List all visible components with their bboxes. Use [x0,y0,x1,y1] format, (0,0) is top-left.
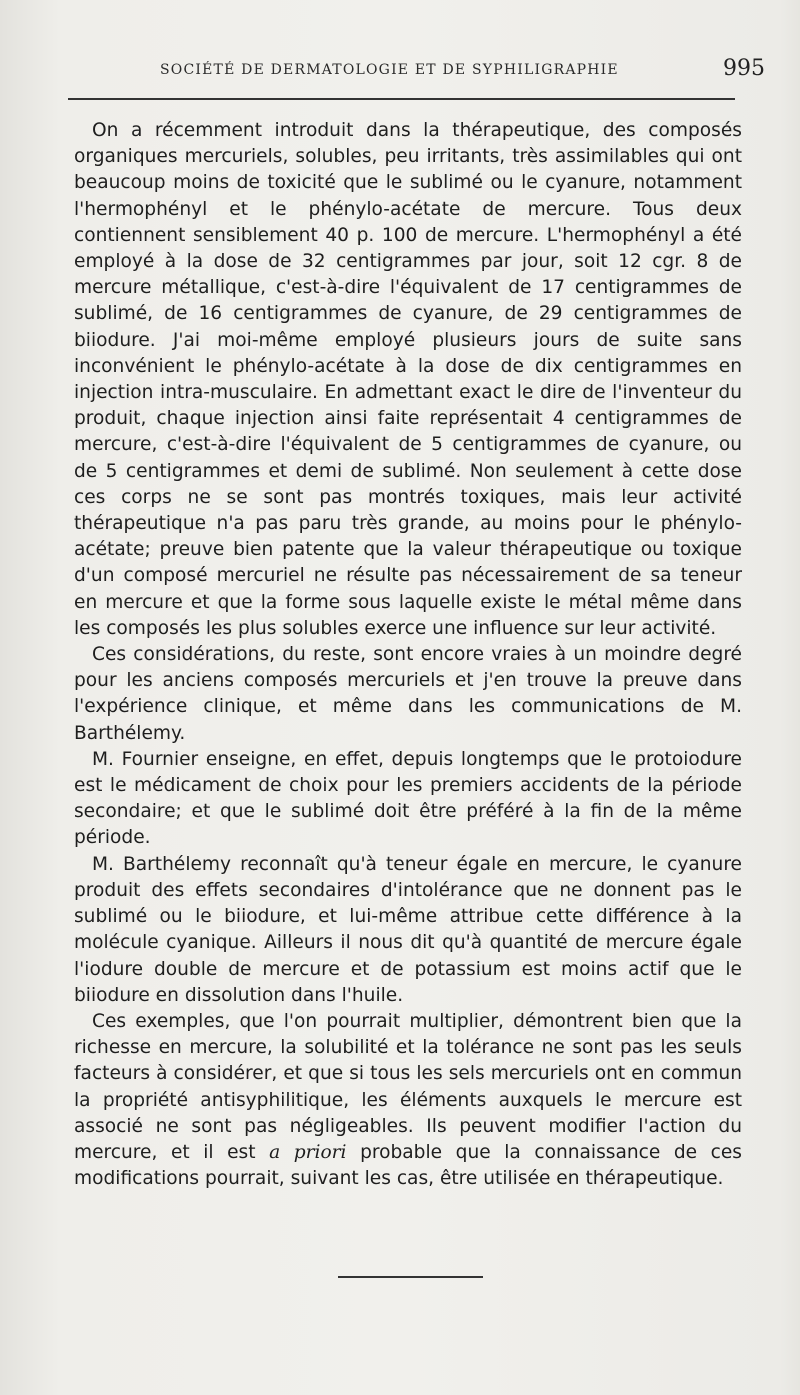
paragraph-5-start: Ces exemples, que l'on pourrait multiplier, démontrent bien que la richesse en mercure, la solubilité et la tolérance ne sont pas les seuls facteurs à considérer, et que si tous les sels mercuriels ont en commun la propriété antisyphilitique, les éléments auxquels le mercure est associé ne sont pas négligeables. Ils peuvent modifier l'action du mercure, et il est [74,1010,742,1163]
paragraph-5 [74,1009,742,1192]
body-text [74,118,742,1192]
running-title: SOCIÉTÉ DE DERMATOLOGIE ET DE SYPHILIGRAPHIE [160,62,619,78]
paragraph-1: On a récemment introduit dans la thérapeutique, des composés organiques mercuriels, solubles, peu irritants, très assimilables qui ont beaucoup moins de toxicité que le sublimé ou le cyanure, notamment l'hermophényl et le phénylo-acétate de mercure. Tous deux contiennent sensiblement 40 p. 100 de mercure. L'hermophényl a été employé à la dose de 32 centigrammes par jour, soit 12 cgr. 8 de mercure métallique, c'est-à-dire l'équivalent de 17 centigrammes de sublimé, de 16 centigrammes de cyanure, de 29 centigrammes de biiodure. J'ai moi-même employé plusieurs jours de suite sans inconvénient le phénylo-acétate à la dose de dix centigrammes en injection intra-musculaire. En admettant exact le dire de l'inventeur du produit, chaque injection ainsi faite représentait 4 centigrammes de mercure, c'est-à-dire l'équivalent de 5 centigrammes de cyanure, ou de 5 centigrammes et demi de sublimé. Non seulement à cette dose ces corps ne se sont pas montrés toxiques, mais leur activité thérapeutique n'a pas paru très grande, au moins pour le phénylo-acétate; preuve bien patente que la valeur thérapeutique ou toxique d'un composé mercuriel ne résulte pas nécessairement de sa teneur en mercure et que la forme sous laquelle existe le métal même dans les composés les plus solubles exerce une influence sur leur activité. [74,120,742,639]
paragraph-2: Ces considérations, du reste, sont encore vraies à un moindre degré pour les anciens composés mercuriels et j'en trouve la preuve dans l'expérience clinique, et même dans les communications de M. Barthélemy. [74,644,742,744]
paragraph-4: M. Barthélemy reconnaît qu'à teneur égale en mercure, le cyanure produit des effets secondaires d'intolérance que ne donnent pas le sublimé ou le biiodure, et lui-même attribue cette différence à la molécule cyanique. Ailleurs il nous dit qu'à quantité de mercure égale l'iodure double de mercure et de potassium est moins actif que le biiodure en dissolution dans l'huile. [74,853,742,1006]
paragraph-3: M. Fournier enseigne, en effet, depuis longtemps que le protoiodure est le médicament de choix pour les premiers accidents de la période secondaire; et que le sublimé doit être préféré à la fin de la même période. [74,748,742,849]
closing-rule [338,1276,483,1278]
page-number: 995 [723,56,765,81]
header-rule [68,98,735,100]
paragraph-5-end: probable que la connaissance de ces modifications pourrait, suivant les cas, être utilisée en thérapeutique. [74,1141,742,1190]
italic-a-priori: a priori [269,1141,347,1163]
running-head [70,56,770,86]
